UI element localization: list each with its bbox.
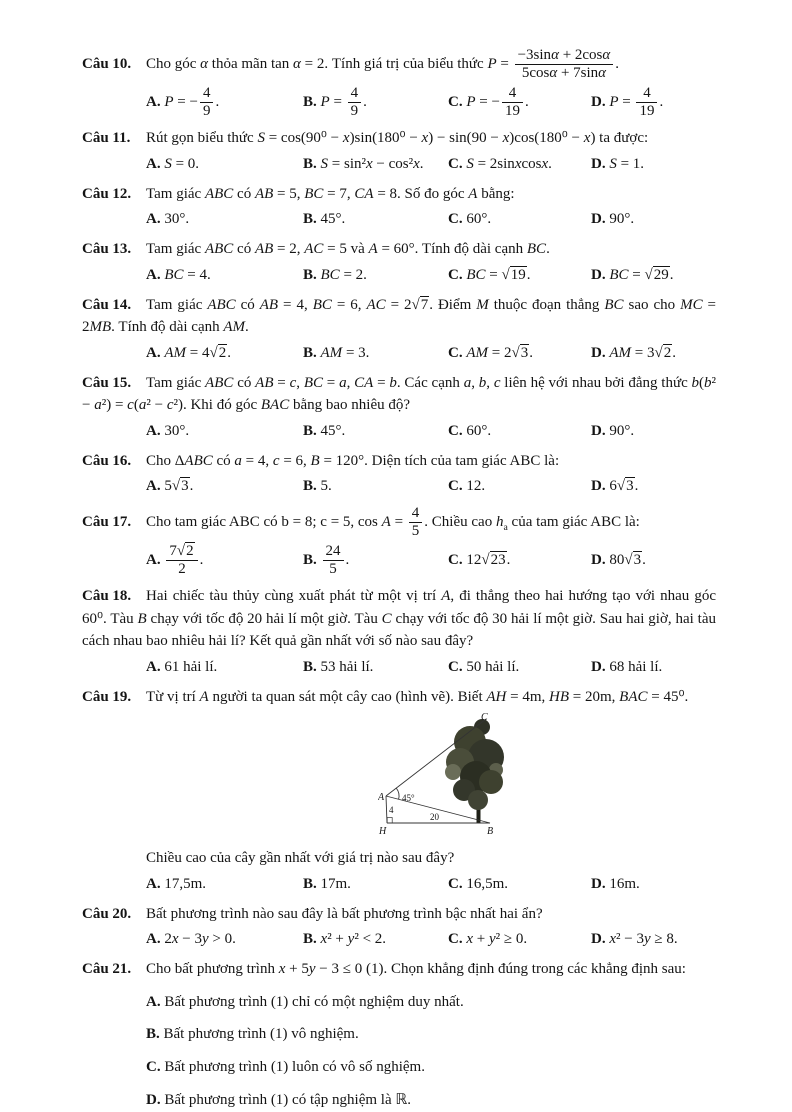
question-stem: Câu 12. Tam giác ABC có AB = 5, BC = 7, CA = 8. Số đo góc A bằng: <box>82 183 716 206</box>
option-letter: C. <box>448 552 463 569</box>
option-letter: A. <box>146 422 161 439</box>
question-figure <box>378 712 530 845</box>
option-c <box>448 152 591 176</box>
option-letter: D. <box>591 422 606 439</box>
options <box>146 543 716 579</box>
question-list <box>82 47 716 1112</box>
option-letter: D. <box>591 658 606 675</box>
option-d <box>591 85 716 121</box>
option-letter: B. <box>303 344 317 361</box>
label-H: H <box>379 826 387 837</box>
options <box>146 207 716 231</box>
option-text: 80√3. <box>609 552 646 569</box>
option-d <box>591 419 716 443</box>
option-letter: B. <box>303 93 317 110</box>
question <box>82 127 716 176</box>
option-b <box>303 85 448 121</box>
option-letter: B. <box>303 266 317 283</box>
option-letter: C. <box>448 422 463 439</box>
question-stem: Câu 14. Tam giác ABC có AB = 4, BC = 6, AC = 2√7. Điểm M thuộc đoạn thẳng BC sao cho MC = 2MB. Tính độ dài cạnh AM. <box>82 294 716 339</box>
option-text: 53 hải lí. <box>320 658 374 675</box>
option-text: 12. <box>466 478 486 494</box>
option-b <box>303 872 448 896</box>
question-stem: Câu 10. Cho góc α thỏa mãn tan α = 2. Tính giá trị của biểu thức P = $\frac{-3\sin\alpha + 2\cos\alpha}{5\cos\alpha + 7\sin\alpha}$ . <box>82 47 620 82</box>
option-a <box>146 474 303 498</box>
option-d <box>591 341 716 365</box>
option-c <box>448 85 591 121</box>
option-text: 17m. <box>320 875 351 892</box>
option-b <box>303 341 448 365</box>
options <box>146 872 716 896</box>
option-text: 45°. <box>320 422 346 439</box>
question <box>82 47 716 120</box>
question-stem: Câu 21. Cho bất phương trình x + 5y − 3 ≤ 0 (1). Chọn khẳng định đúng trong các khẳng định sau: <box>82 958 716 981</box>
option-text: 90°. <box>609 211 635 227</box>
option-text: 60°. <box>466 422 492 439</box>
option-text: Bất phương trình (1) có tập nghiệm là ℝ. <box>164 1091 411 1108</box>
label-A: A <box>378 792 385 803</box>
option-letter: A. <box>146 478 161 494</box>
option-b <box>303 927 448 951</box>
option-c <box>448 474 591 498</box>
question-number: Câu 21. <box>82 961 132 977</box>
option-text: $\frac{7√2}{2}$ . <box>164 552 203 568</box>
option-letter: B. <box>303 422 317 439</box>
question-number: Câu 14. <box>82 296 132 313</box>
option-text: x² + y² < 2. <box>320 931 387 947</box>
option-letter: C. <box>448 211 463 227</box>
question-number: Câu 18. <box>82 588 132 604</box>
tree-figure-diagram <box>378 712 530 840</box>
option-c <box>448 341 591 365</box>
option-b <box>303 474 448 498</box>
option-text: 61 hải lí. <box>164 658 218 675</box>
question-stem: Câu 20. Bất phương trình nào sau đây là bất phương trình bậc nhất hai ẩn? <box>82 903 716 926</box>
question <box>82 294 716 365</box>
option-letter: B. <box>303 478 317 494</box>
question-number: Câu 15. <box>82 374 132 391</box>
option-c <box>448 655 591 679</box>
question <box>82 958 716 1112</box>
options <box>146 927 716 951</box>
question-post-text: Chiều cao của cây gần nhất với giá trị nào sau đây? <box>146 850 455 866</box>
option-c <box>448 872 591 896</box>
option-b <box>146 1024 716 1046</box>
question <box>82 183 716 232</box>
question <box>82 686 716 896</box>
option-text: $\frac{24}{5}$ . <box>321 552 350 568</box>
option-a <box>146 263 303 287</box>
option-d <box>591 872 716 896</box>
option-text: 16m. <box>609 875 640 892</box>
option-d <box>591 263 716 287</box>
option-letter: B. <box>303 551 317 568</box>
question-stem: Câu 17. Cho tam giác ABC có b = 8; c = 5, cos A = $\frac{4}{5}$ . Chiều cao $h_a$ của tam giác ABC là: <box>82 505 640 540</box>
option-text: S = 1. <box>609 155 645 172</box>
option-letter: D. <box>591 344 606 361</box>
option-text: S = sin²x − cos²x. <box>320 155 424 172</box>
option-letter: D. <box>146 1091 161 1108</box>
option-text: BC = √19. <box>466 266 531 283</box>
option-letter: D. <box>591 875 606 892</box>
option-letter: C. <box>448 478 463 494</box>
option-text: 2x − 3y > 0. <box>164 931 236 947</box>
option-letter: D. <box>591 478 606 494</box>
option-text: AM = 3√2. <box>609 344 676 361</box>
question <box>82 903 716 952</box>
option-text: S = 2sinxcosx. <box>466 155 552 172</box>
label-4: 4 <box>389 805 394 815</box>
option-d <box>591 152 716 176</box>
option-c <box>448 207 591 231</box>
question-number: Câu 17. <box>82 514 132 531</box>
option-text: AM = 4√2. <box>164 344 231 361</box>
option-text: 68 hải lí. <box>609 658 663 675</box>
options <box>146 992 716 1112</box>
option-letter: D. <box>591 931 606 947</box>
label-20: 20 <box>430 812 439 822</box>
option-text: 5√3. <box>164 478 194 494</box>
options <box>146 419 716 443</box>
options <box>146 85 716 121</box>
options <box>146 474 716 498</box>
option-text: x + y² ≥ 0. <box>466 931 528 947</box>
option-c <box>448 548 591 572</box>
option-letter: C. <box>448 266 463 283</box>
option-letter: C. <box>448 155 463 172</box>
question-stem: Câu 16. Cho ΔABC có a = 4, c = 6, B = 120°. Diện tích của tam giác ABC là: <box>82 450 716 473</box>
option-letter: D. <box>591 155 606 172</box>
option-text: Bất phương trình (1) luôn có vô số nghiệm. <box>164 1059 425 1075</box>
option-letter: A. <box>146 155 161 172</box>
option-text: AM = 3. <box>320 344 370 361</box>
tree-illustration <box>445 719 504 823</box>
option-d <box>591 927 716 951</box>
option-b <box>303 207 448 231</box>
question-number: Câu 19. <box>82 688 132 705</box>
question-number: Câu 13. <box>82 241 132 257</box>
options <box>146 263 716 287</box>
option-text: 30°. <box>164 211 190 227</box>
question <box>82 372 716 443</box>
option-text: Bất phương trình (1) vô nghiệm. <box>163 1026 359 1043</box>
question-stem: Câu 18. Hai chiếc tàu thủy cùng xuất phát từ một vị trí A, đi thẳng theo hai hướng tạo với nhau góc 60⁰. Tàu B chạy với tốc độ 20 hải lí một giờ. Tàu C chạy với tốc độ 30 hải lí một giờ. Sau hai giờ, hai tàu cách nhau bao nhiêu hải lí? Kết quả gần nhất với số nào sau đây? <box>82 585 716 653</box>
option-letter: B. <box>303 931 317 947</box>
option-letter: B. <box>303 875 317 892</box>
option-text: BC = 2. <box>320 266 367 283</box>
option-letter: A. <box>146 344 161 361</box>
option-letter: B. <box>303 211 317 227</box>
option-d <box>591 548 716 572</box>
question-number: Câu 16. <box>82 452 132 469</box>
question <box>82 238 716 287</box>
option-text: 60°. <box>466 211 492 227</box>
option-d <box>591 655 716 679</box>
option-b <box>303 655 448 679</box>
option-letter: C. <box>448 875 463 892</box>
question-number: Câu 10. <box>82 56 132 73</box>
option-letter: C. <box>448 931 463 947</box>
option-text: 30°. <box>164 422 190 439</box>
option-text: P = − $\frac{4}{19}$ . <box>466 84 529 119</box>
option-b <box>303 543 448 579</box>
option-b <box>303 152 448 176</box>
option-a <box>146 207 303 231</box>
option-letter: A. <box>146 211 161 227</box>
option-text: 50 hải lí. <box>466 658 520 675</box>
option-letter: D. <box>591 552 606 569</box>
option-letter: A. <box>146 93 161 110</box>
option-text: 12√23. <box>466 552 511 569</box>
option-letter: C. <box>146 1059 161 1075</box>
option-a <box>146 927 303 951</box>
option-a <box>146 85 303 121</box>
question <box>82 585 716 679</box>
option-b <box>303 419 448 443</box>
question-number: Câu 11. <box>82 130 131 146</box>
option-text: P = − $\frac{4}{9}$ . <box>164 84 220 119</box>
option-c <box>448 263 591 287</box>
option-letter: A. <box>146 875 161 892</box>
label-B: B <box>487 826 494 837</box>
option-d <box>591 207 716 231</box>
label-C: C <box>481 712 488 723</box>
option-c <box>448 927 591 951</box>
option-a <box>146 872 303 896</box>
option-text: 6√3. <box>609 478 639 494</box>
option-text: P = $\frac{4}{19}$ . <box>609 84 664 119</box>
option-letter: A. <box>146 658 161 675</box>
option-text: BC = √29. <box>609 266 674 283</box>
option-letter: A. <box>146 993 161 1010</box>
option-letter: B. <box>146 1026 160 1043</box>
option-a <box>146 655 303 679</box>
question <box>82 450 716 499</box>
option-a <box>146 419 303 443</box>
option-a <box>146 992 716 1014</box>
option-letter: A. <box>146 551 161 568</box>
option-text: x² − 3y ≥ 8. <box>609 931 678 947</box>
option-b <box>303 263 448 287</box>
option-text: P = $\frac{4}{9}$ . <box>320 84 367 119</box>
option-text: 16,5m. <box>466 875 509 892</box>
options <box>146 655 716 679</box>
option-letter: A. <box>146 266 161 283</box>
option-letter: D. <box>591 211 606 227</box>
option-d <box>146 1090 716 1112</box>
question-number: Câu 20. <box>82 905 132 922</box>
option-text: AM = 2√3. <box>466 344 533 361</box>
question-stem: Câu 11. Rút gọn biểu thức S = cos(90⁰ − x)sin(180⁰ − x) − sin(90 − x)cos(180⁰ − x) ta được: <box>82 127 716 150</box>
option-a <box>146 543 303 579</box>
option-letter: B. <box>303 658 317 675</box>
option-text: 45°. <box>320 211 346 227</box>
option-a <box>146 152 303 176</box>
question <box>82 505 716 578</box>
option-a <box>146 341 303 365</box>
option-letter: C. <box>448 658 463 675</box>
option-d <box>591 474 716 498</box>
options <box>146 341 716 365</box>
option-text: 5. <box>320 478 332 494</box>
option-letter: D. <box>591 266 606 283</box>
option-text: S = 0. <box>164 155 200 172</box>
question-number: Câu 12. <box>82 185 132 202</box>
options <box>146 152 716 176</box>
option-letter: C. <box>448 93 463 110</box>
option-c <box>146 1057 716 1079</box>
option-c <box>448 419 591 443</box>
question-stem: Câu 15. Tam giác ABC có AB = c, BC = a, CA = b. Các cạnh a, b, c liên hệ với nhau bởi đẳng thức b(b² − a²) = c(a² − c²). Khi đó góc BAC bằng bao nhiêu độ? <box>82 372 716 417</box>
option-letter: B. <box>303 155 317 172</box>
option-text: BC = 4. <box>164 266 211 283</box>
option-text: Bất phương trình (1) chỉ có một nghiệm duy nhất. <box>164 993 464 1010</box>
option-letter: C. <box>448 344 463 361</box>
question-stem: Câu 19. Từ vị trí A người ta quan sát một cây cao (hình vẽ). Biết AH = 4m, HB = 20m, BAC = 45⁰. <box>82 686 716 709</box>
option-letter: D. <box>591 93 606 110</box>
option-letter: A. <box>146 931 161 947</box>
question-stem: Câu 13. Tam giác ABC có AB = 2, AC = 5 và A = 60°. Tính độ dài cạnh BC. <box>82 238 716 261</box>
option-text: 90°. <box>609 422 635 439</box>
option-text: 17,5m. <box>164 875 207 892</box>
label-angle: 45° <box>402 793 415 803</box>
